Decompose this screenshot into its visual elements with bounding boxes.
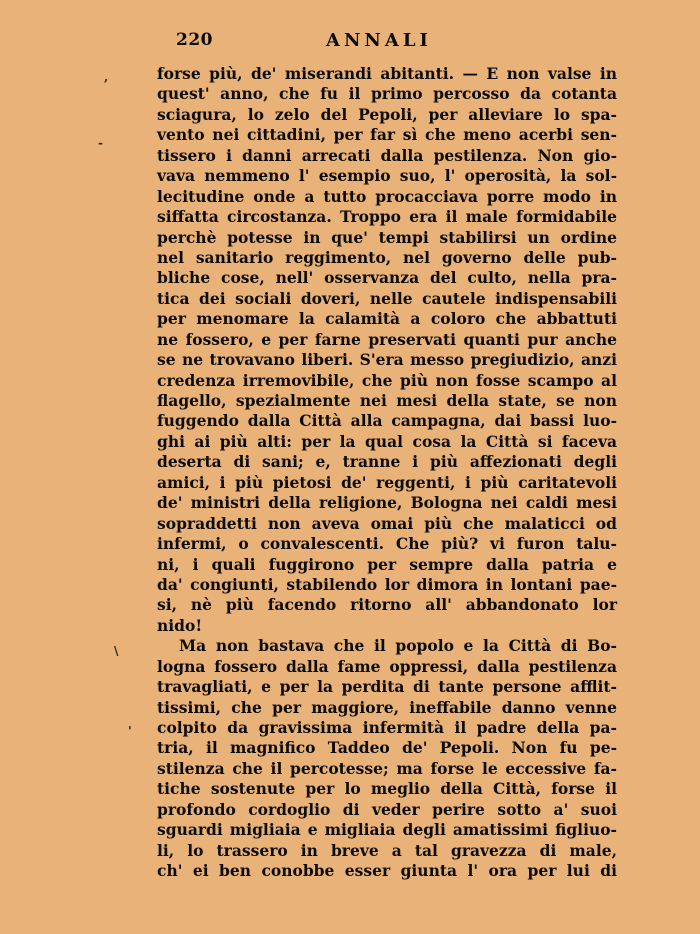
text-line: nel sanitario reggimento, nel governo delle pub- <box>157 247 617 267</box>
text-line: da' congiunti, stabilendo lor dimora in lontani pae- <box>157 574 617 594</box>
text-line: infermi, o convalescenti. Che più? vi furon talu- <box>157 534 617 554</box>
text-line: tissero i danni arrecati dalla pestilenza. Non gio- <box>157 145 617 165</box>
paragraph-first-line: Ma non bastava che il popolo e la Città di Bo- <box>179 636 617 656</box>
body-text <box>157 64 617 882</box>
text-line: si, nè più facendo ritorno all' abbandonato lor <box>157 595 617 615</box>
text-line: sciagura, lo zelo del Pepoli, per alleviare lo spa- <box>157 104 617 124</box>
text-line: forse più, de' miserandi abitanti. — E non valse in <box>157 64 617 83</box>
text-line: ni, i quali fuggirono per sempre dalla patria e <box>157 554 617 574</box>
text-line: credenza irremovibile, che più non fosse scampo al <box>157 370 617 390</box>
text-line: perchè potesse in que' tempi stabilirsi un ordine <box>157 227 617 247</box>
text-line: vento nei cittadini, per far sì che meno acerbi sen- <box>157 125 617 145</box>
text-line: travagliati, e per la perdita di tante persone afflit- <box>157 677 617 697</box>
text-line: lecitudine onde a tutto procacciava porre modo in <box>157 186 617 206</box>
text-line: vava nemmeno l' esempio suo, l' operosità, la sol- <box>157 166 617 186</box>
text-line: tissimi, che per maggiore, ineffabile danno venne <box>157 697 617 717</box>
text-line: ch' ei ben conobbe esser giunta l' ora per lui di <box>157 861 617 881</box>
margin-mark: \ <box>114 644 119 658</box>
text-line: flagello, spezialmente nei mesi della state, se non <box>157 391 617 410</box>
text-line: tica dei sociali doveri, nelle cautele indispensabili <box>157 288 617 308</box>
text-line: sguardi migliaia e migliaia degli amatissimi figliuo- <box>157 820 617 840</box>
text-line: logna fossero dalla fame oppressi, dalla pestilenza <box>157 656 617 676</box>
text-line: se ne trovavano liberi. S'era messo pregiudizio, anzi <box>157 350 617 370</box>
text-line: quest' anno, che fu il primo percosso da cotanta <box>157 84 617 104</box>
text-line: li, lo trassero in breve a tal gravezza di male, <box>157 840 617 860</box>
text-line: ghi ai più alti: per la qual cosa la Città si faceva <box>157 431 617 451</box>
text-line: ne fossero, e per farne preservati quanti pur anche <box>157 329 617 349</box>
margin-mark: ' <box>128 724 132 738</box>
page-number: 220 <box>176 30 213 50</box>
text-line: bliche cose, nell' osservanza del culto, nella pra- <box>157 268 617 288</box>
margin-mark: - <box>98 136 103 150</box>
text-line: stilenza che il percotesse; ma forse le eccessive fa- <box>157 758 617 778</box>
page-header <box>170 30 620 54</box>
text-line: fuggendo dalla Città alla campagna, dai bassi luo- <box>157 411 617 431</box>
text-line: deserta di sani; e, tranne i più affezionati degli <box>157 452 617 472</box>
margin-mark: , <box>104 70 109 84</box>
text-line: profondo cordoglio di veder perire sotto a' suoi <box>157 799 617 819</box>
text-line: de' ministri della religione, Bologna nei caldi mesi <box>157 493 617 513</box>
text-line: sopraddetti non aveva omai più che malaticci od <box>157 513 617 533</box>
text-line: tiche sostenute per lo meglio della Città, forse il <box>157 779 617 799</box>
text-line: per menomare la calamità a coloro che abbattuti <box>157 309 617 329</box>
text-line: nido! <box>157 615 203 635</box>
text-line: colpito da gravissima infermità il padre della pa- <box>157 718 617 737</box>
text-line: amici, i più pietosi de' reggenti, i più caritatevoli <box>157 472 617 492</box>
text-line: tria, il magnifico Taddeo de' Pepoli. Non fu pe- <box>157 738 617 758</box>
running-head: ANNALI <box>326 30 432 51</box>
text-line: siffatta circostanza. Troppo era il male formidabile <box>157 207 617 227</box>
